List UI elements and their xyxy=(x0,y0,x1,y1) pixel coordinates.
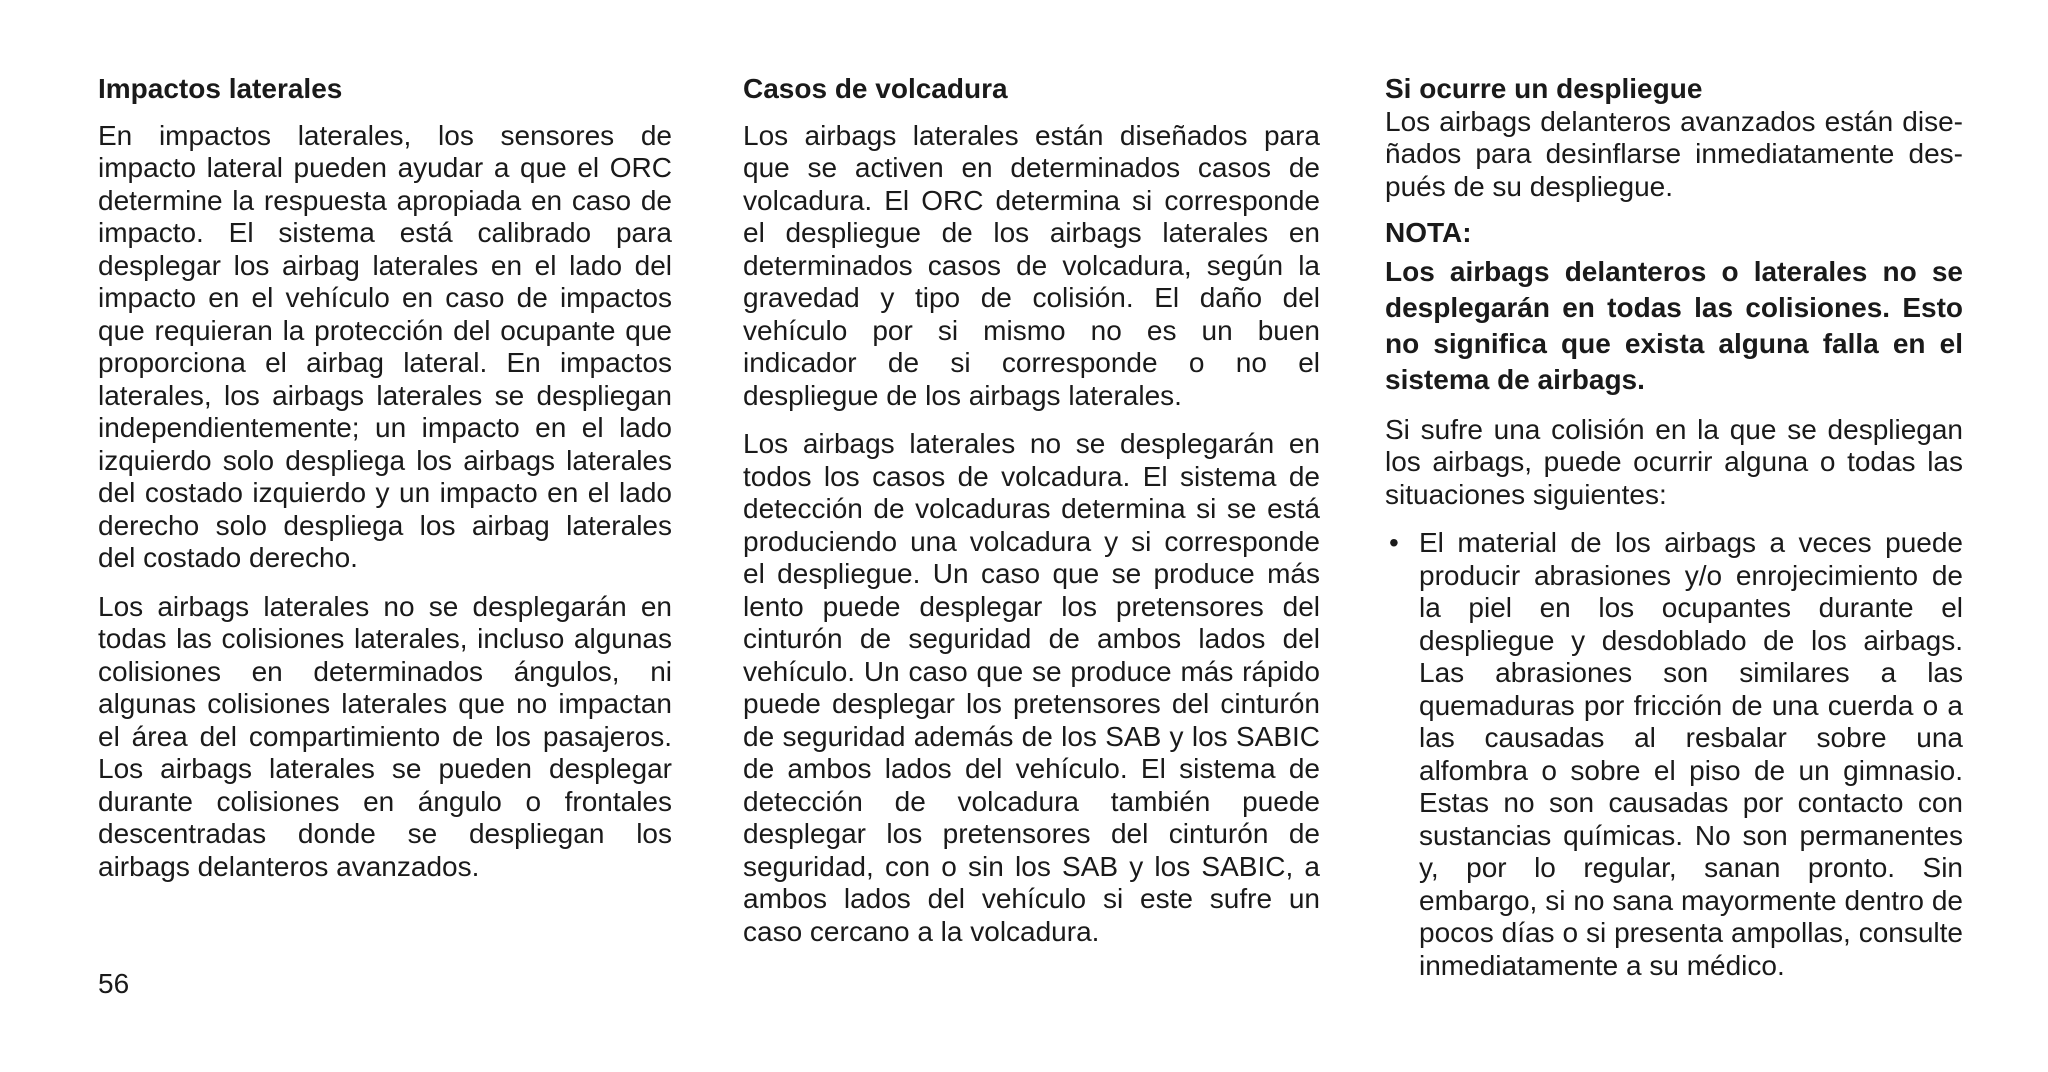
list-item xyxy=(1385,527,1963,982)
page-number: 56 xyxy=(98,968,130,999)
middle-column xyxy=(743,73,1320,964)
paragraph: Los airbags delanteros avanzados están diseñados para desinflarse inmediatamente después de su despliegue. xyxy=(1385,105,1963,202)
list-item-text: El material de los airbags a veces puede producir abrasiones y/o enrojecimiento de la piel en los ocupantes durante el despliegue y desdoblado de los airbags. Las abrasiones son similares a las quemaduras por fricción de una cuerda o a las causadas al resbalar sobre una alfombra o sobre el piso de un gimnasio. Estas no son causadas por contacto con sustancias químicas. No son permanentes y, por lo regular, sanan pronto. Sin embargo, si no sana mayormente dentro de pocos días o si presenta ampollas, consulte inmediatamente a su médico. xyxy=(1419,527,1963,981)
note-label: NOTA: xyxy=(1385,217,1472,248)
paragraph: Si sufre una colisión en la que se despliegan los airbags, puede ocurrir alguna o todas las situaciones siguientes: xyxy=(1385,413,1963,510)
left-column xyxy=(98,73,672,899)
section-heading-deployment: Si ocurre un despliegue xyxy=(1385,73,1703,104)
paragraph: En impactos laterales, los sensores de impacto lateral pueden ayudar a que el ORC determine la respuesta apropiada en caso de impacto. El sistema está calibrado para desplegar los airbag laterales en el lado del impacto en el vehículo en caso de impactos que requieran la protección del ocupante que proporciona el airbag lateral. En impactos laterales, los airbags laterales se despliegan independientemente; un impacto en el lado izquierdo solo despliega los airbags laterales del costado izquierdo y un impacto en el lado derecho solo despliega los airbag laterales del costado derecho. xyxy=(98,119,672,573)
bullet-icon: • xyxy=(1389,527,1399,558)
note-text: Los airbags delanteros o laterales no se desplegarán en todas las colisiones. Esto no significa que exista alguna falla en el sistema de airbags. xyxy=(1385,255,1963,395)
paragraph: Los airbags laterales están diseñados para que se activen en determinados casos de volcadura. El ORC determina si corresponde el despliegue de los airbags laterales en determinados casos de volcadura, según la gravedad y tipo de colisión. El daño del vehículo por si mismo no es un buen indicador de si corresponde o no el despliegue de los airbags laterales. xyxy=(743,119,1320,411)
section-heading-rollover: Casos de volcadura xyxy=(743,73,1008,104)
paragraph: Los airbags laterales no se desplegarán en todos los casos de volcadura. El sistema de detección de volcaduras determina si se está produciendo una volcadura y si corresponde el despliegue. Un caso que se produce más lento puede desplegar los pretensores del cinturón de seguridad de ambos lados del vehículo. Un caso que se produce más rápido puede desplegar los pretensores del cinturón de seguridad además de los SAB y los SABIC de ambos lados del vehículo. El sistema de detección de volcadura también puede desplegar los pretensores del cinturón de seguridad, con o sin los SAB y los SABIC, a ambos lados del vehículo si este sufre un caso cercano a la volcadura. xyxy=(743,428,1320,947)
section-heading-side-impacts: Impactos laterales xyxy=(98,73,343,104)
paragraph: Los airbags laterales no se desplegarán en todas las colisiones laterales, incluso algunas colisiones en determinados ángulos, ni algunas colisiones laterales que no impactan el área del compartimiento de los pasajeros. Los airbags laterales se pueden desplegar durante colisiones en ángulo o frontales descentradas donde se despliegan los airbags delanteros avanzados. xyxy=(98,590,672,882)
bullet-list xyxy=(1385,527,1963,982)
right-column xyxy=(1385,73,1963,982)
